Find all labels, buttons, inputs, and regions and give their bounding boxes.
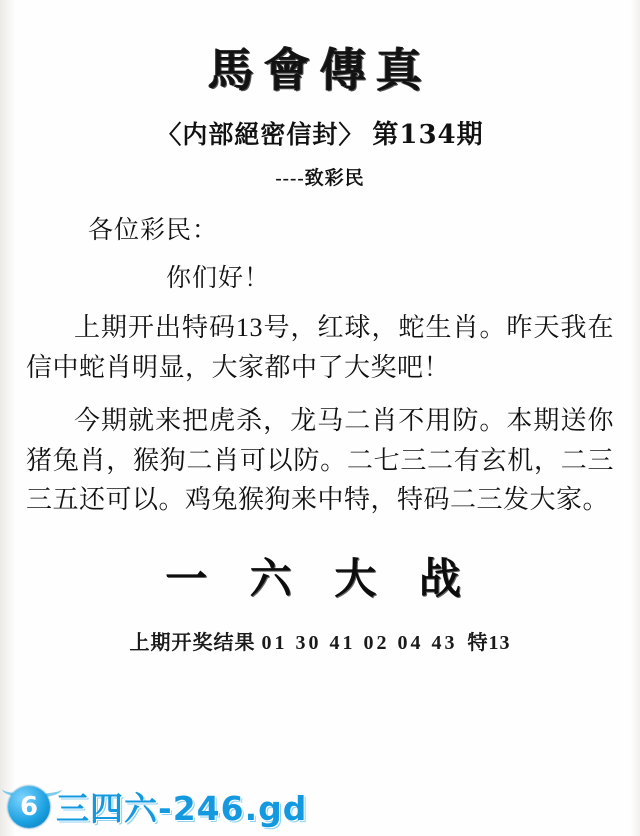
document-subtitle [26, 114, 614, 151]
dedication-line: ----致彩民 [275, 168, 365, 189]
result-label: 上期开奖结果 [129, 631, 256, 654]
headline-slogan: 一 六 大 战 [165, 553, 475, 603]
result-special-number: 13 [488, 631, 511, 654]
body-paragraph-1: 上期开出特码13号，红球，蛇生肖。昨天我在信中蛇肖明显，大家都中了大奖吧！ [26, 313, 614, 382]
subtitle-bracket-text: 〈内部絕密信封〉 [156, 120, 365, 149]
document-content [0, 34, 640, 655]
result-special-label: 特 [467, 631, 489, 654]
result-numbers: 01 30 41 02 04 43 [261, 631, 458, 654]
page-title: 馬會傳真 [208, 43, 432, 97]
greeting: 你们好！ [166, 265, 271, 292]
watermark [8, 783, 307, 830]
body-paragraph-2: 今期就来把虎杀，龙马二肖不用防。本期送你猪兔肖，猴狗二肖可以防。二七三二有玄机，二三三五还可以。鸡兔猴狗来中特，特码二三发大家。 [26, 406, 614, 515]
watermark-site-text: 三四六-246.gd [56, 789, 308, 828]
salutation: 各位彩民： [88, 217, 219, 244]
watermark-logo-icon: 6 [8, 786, 50, 828]
issue-number: 第134期 [372, 120, 484, 150]
previous-draw-result [26, 626, 614, 655]
